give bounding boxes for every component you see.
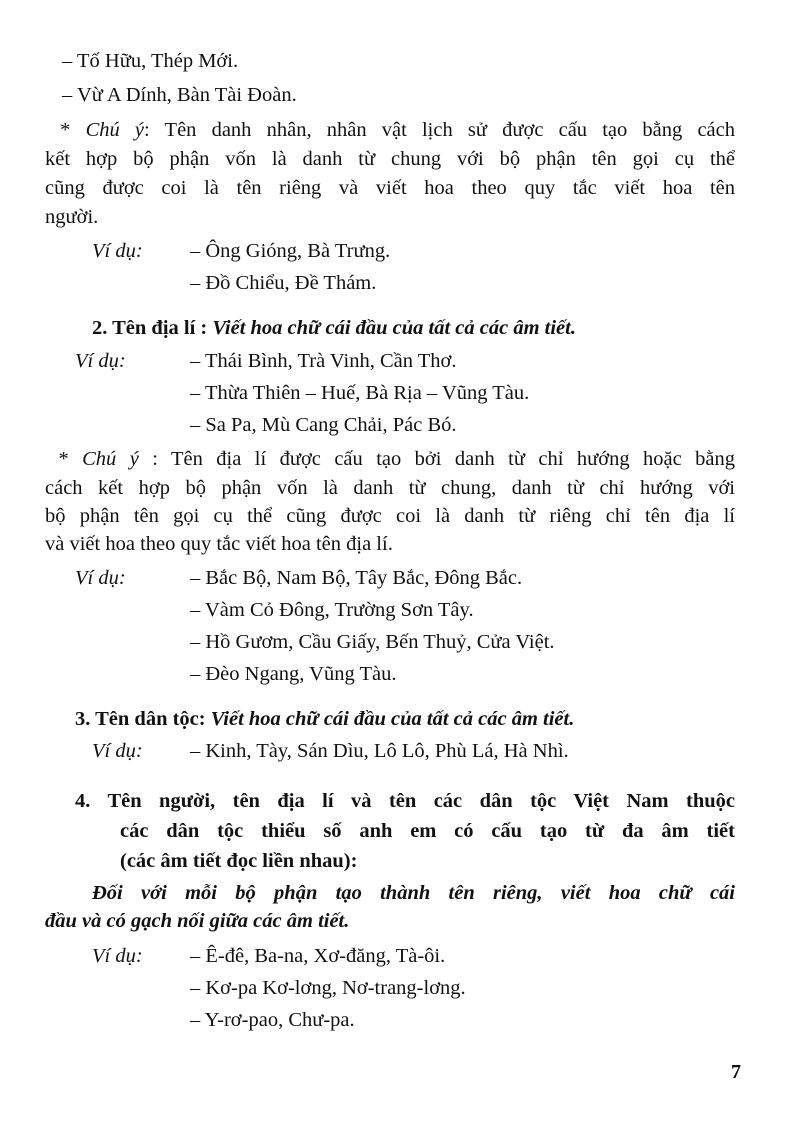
note-paragraph-line: bộ phận tên gọi cụ thể cũng được coi là danh từ riêng chỉ tên địa lí bbox=[45, 505, 735, 527]
example-label: Ví dụ: bbox=[92, 240, 143, 262]
section-4-heading-line: 4. Tên người, tên địa lí và tên các dân tộc Việt Nam thuộc bbox=[75, 790, 735, 812]
example-line: – Ê-đê, Ba-na, Xơ-đăng, Tà-ôi. bbox=[190, 945, 446, 967]
section-4-heading-line: (các âm tiết đọc liền nhau): bbox=[120, 850, 358, 872]
example-line: – Ông Gióng, Bà Trưng. bbox=[190, 240, 391, 262]
example-line: – Đèo Ngang, Vũng Tàu. bbox=[190, 663, 397, 685]
example-label: Ví dụ: bbox=[75, 567, 126, 589]
example-line: – Kơ-pa Kơ-lơng, Nơ-trang-lơng. bbox=[190, 977, 466, 999]
example-line: – Thừa Thiên – Huế, Bà Rịa – Vũng Tàu. bbox=[190, 382, 530, 404]
heading-text: 3. Tên dân tộc: bbox=[75, 708, 211, 730]
example-line: – Vàm Cỏ Đông, Trường Sơn Tây. bbox=[190, 599, 474, 621]
note-paragraph-line bbox=[45, 447, 735, 471]
example-line: – Tố Hữu, Thép Mới. bbox=[62, 50, 239, 72]
asterisk-marker: * bbox=[58, 448, 83, 470]
example-label: Ví dụ: bbox=[75, 350, 126, 372]
note-paragraph-line bbox=[45, 118, 735, 142]
example-line: – Y-rơ-pao, Chư-pa. bbox=[190, 1009, 355, 1031]
example-label: Ví dụ: bbox=[92, 945, 143, 967]
example-line: – Thái Bình, Trà Vinh, Cần Thơ. bbox=[190, 350, 457, 372]
example-label: Ví dụ: bbox=[92, 740, 143, 762]
example-line: – Bắc Bộ, Nam Bộ, Tây Bắc, Đông Bắc. bbox=[190, 567, 523, 589]
example-line: – Hồ Gươm, Cầu Giấy, Bến Thuỷ, Cửa Việt. bbox=[190, 631, 555, 653]
section-3-heading bbox=[75, 707, 574, 731]
heading-text: 2. Tên địa lí : bbox=[92, 317, 213, 339]
note-text: : Tên địa lí được cấu tạo bởi danh từ chỉ hướng hoặc bằng bbox=[138, 448, 735, 470]
asterisk-marker: * bbox=[60, 119, 86, 141]
section-4-heading-line: các dân tộc thiểu số anh em có cấu tạo từ đa âm tiết bbox=[120, 820, 735, 842]
note-paragraph-line: cũng được coi là tên riêng và viết hoa theo quy tắc viết hoa tên bbox=[45, 177, 735, 199]
section-4-rule-line: Đối với mỗi bộ phận tạo thành tên riêng, viết hoa chữ cái bbox=[92, 882, 735, 904]
example-line: – Kinh, Tày, Sán Dìu, Lô Lô, Phù Lá, Hà Nhì. bbox=[190, 740, 569, 762]
rule-text: Viết hoa chữ cái đầu của tất cả các âm tiết. bbox=[212, 317, 576, 339]
note-label: Chú ý bbox=[82, 448, 139, 470]
note-paragraph-line: cách kết hợp bộ phận vốn là danh từ chung, danh từ chỉ hướng với bbox=[45, 477, 735, 499]
page-number: 7 bbox=[731, 1061, 741, 1083]
note-paragraph-line: người. bbox=[45, 206, 99, 228]
note-label: Chú ý bbox=[85, 119, 145, 141]
note-text: : Tên danh nhân, nhân vật lịch sử được cấu tạo bằng cách bbox=[144, 119, 736, 141]
section-2-heading bbox=[92, 316, 576, 340]
note-paragraph-line: và viết hoa theo quy tắc viết hoa tên địa lí. bbox=[45, 533, 393, 555]
note-paragraph-line: kết hợp bộ phận vốn là danh từ chung với bộ phận tên gọi cụ thể bbox=[45, 148, 735, 170]
example-line: – Sa Pa, Mù Cang Chải, Pác Bó. bbox=[190, 414, 457, 436]
rule-text: Viết hoa chữ cái đầu của tất cả các âm tiết. bbox=[210, 708, 575, 730]
example-line: – Đồ Chiểu, Đề Thám. bbox=[190, 272, 377, 294]
example-line: – Vừ A Dính, Bàn Tài Đoàn. bbox=[62, 84, 297, 106]
section-4-rule-line: đầu và có gạch nối giữa các âm tiết. bbox=[45, 910, 350, 932]
